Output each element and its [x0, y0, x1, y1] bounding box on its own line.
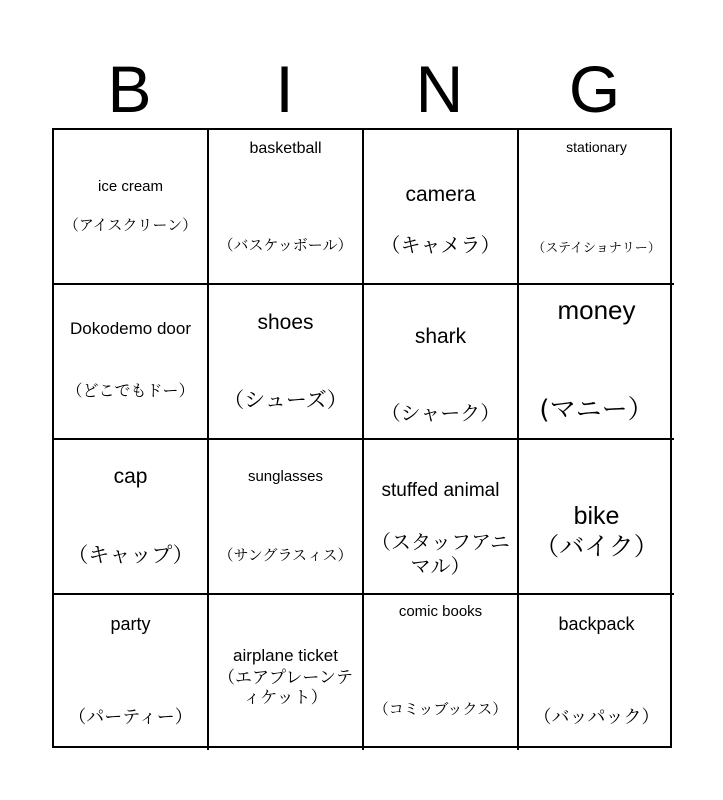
cell-english: shark [414, 325, 467, 348]
cell-japanese: （ステイショナリー） [532, 241, 661, 256]
bingo-header [52, 52, 672, 126]
bingo-cell [519, 285, 674, 440]
bingo-cell [209, 595, 364, 750]
bingo-cell [54, 285, 209, 440]
cell-english: stationary [566, 139, 627, 155]
header-letter-n: N [415, 52, 464, 126]
bingo-cell [519, 440, 674, 595]
bingo-grid [52, 128, 672, 748]
cell-english: party [110, 614, 151, 634]
header-letter-i: I [275, 52, 294, 126]
bingo-cell [519, 130, 674, 285]
cell-japanese: （シャーク） [380, 401, 501, 425]
header-letter-b: B [107, 52, 152, 126]
bingo-cell [364, 595, 519, 750]
cell-english: basketball [249, 140, 322, 157]
cell-english: stuffed animal [381, 480, 500, 501]
cell-japanese: (マニー） [539, 395, 654, 425]
bingo-cell [209, 285, 364, 440]
cell-english: sunglasses [247, 468, 324, 485]
cell-english: shoes [257, 311, 314, 334]
cell-english: airplane ticket [233, 646, 338, 665]
header-letter-g: G [568, 52, 621, 126]
bingo-cell [209, 130, 364, 285]
cell-japanese: （スタッフアニマル） [371, 530, 510, 578]
cell-japanese: （エアプレーンティケット） [218, 668, 353, 709]
cell-english: camera [405, 183, 476, 206]
bingo-cell [364, 130, 519, 285]
bingo-cell [364, 440, 519, 595]
bingo-cell [209, 440, 364, 595]
cell-japanese: （バイク） [534, 532, 659, 561]
cell-japanese: （バッパック） [533, 707, 660, 728]
bingo-cell [54, 440, 209, 595]
bingo-cell [519, 595, 674, 750]
cell-english: backpack [558, 614, 635, 634]
cell-japanese: （どこでもドー） [66, 381, 195, 400]
bingo-cell [364, 285, 519, 440]
cell-japanese: （パーティー） [68, 707, 193, 728]
cell-japanese: （サングラスィス） [218, 546, 353, 564]
cell-english: cap [113, 465, 148, 488]
bingo-cell [54, 130, 209, 285]
cell-japanese: （バスケッボール） [218, 236, 353, 254]
bingo-cell [54, 595, 209, 750]
cell-japanese: （シューズ） [223, 388, 348, 412]
cell-japanese: （アイスクリーン） [63, 216, 198, 234]
cell-japanese: （キャメラ） [380, 233, 501, 257]
cell-english: ice cream [97, 178, 164, 195]
cell-japanese: （コミッブックス） [373, 700, 508, 718]
cell-english: bike [573, 502, 620, 530]
cell-english: Dokodemo door [70, 319, 191, 338]
cell-japanese: （キャップ） [67, 543, 194, 567]
cell-english: money [557, 295, 636, 325]
cell-english: comic books [398, 603, 483, 620]
